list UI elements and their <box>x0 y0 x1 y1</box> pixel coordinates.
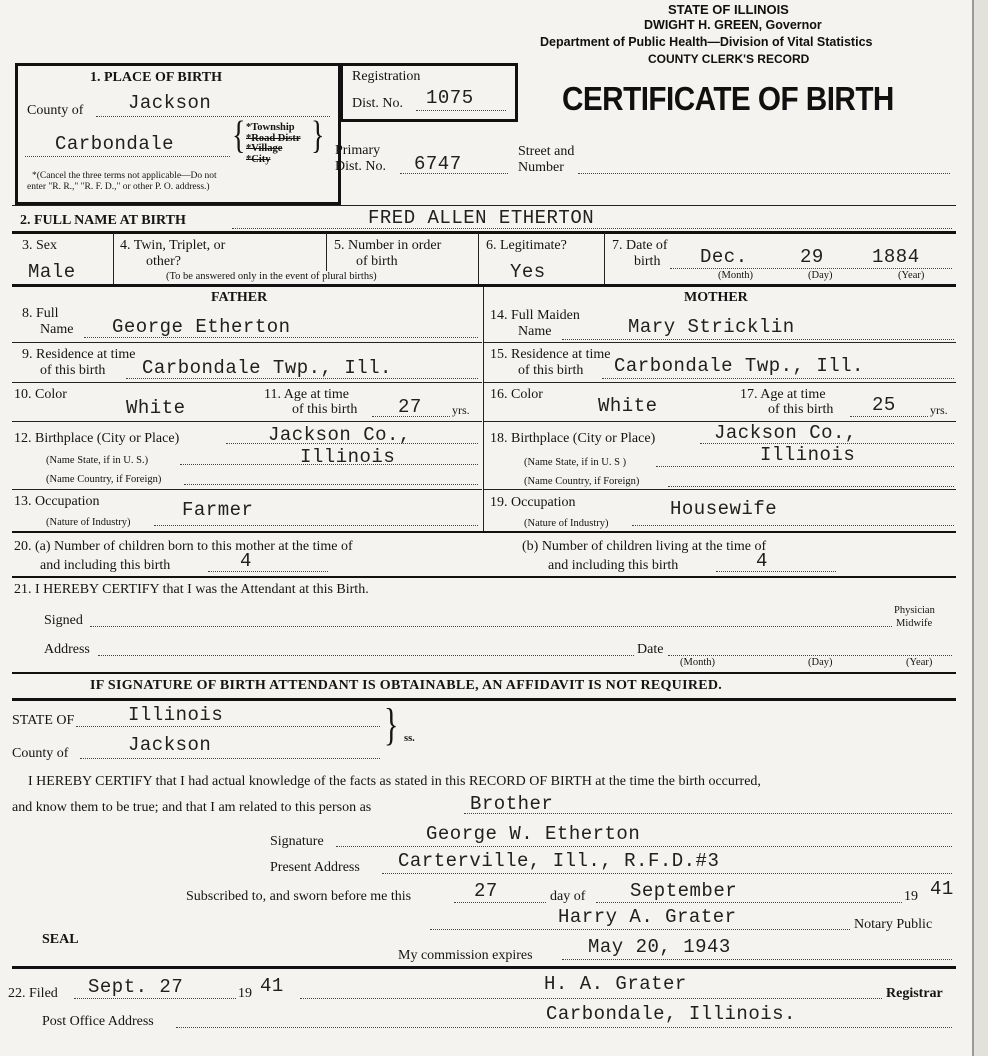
mother-bp-country-caption: (Name Country, if Foreign) <box>524 476 640 487</box>
father-residence: Carbondale Twp., Ill. <box>142 357 392 379</box>
father-birthplace-2: Illinois <box>300 446 396 468</box>
governor-line: DWIGHT H. GREEN, Governor <box>644 18 822 32</box>
children-born-value: 4 <box>240 550 252 572</box>
mother-occupation-label: 19. Occupation <box>490 495 576 510</box>
dob-year-caption: (Year) <box>898 270 925 281</box>
mother-heading: MOTHER <box>684 290 748 305</box>
attendant-year-caption: (Year) <box>906 657 933 668</box>
dob-day-caption: (Day) <box>808 270 833 281</box>
affidavit-state-label: STATE OF <box>12 713 75 728</box>
primary-label: Primary <box>335 143 381 158</box>
primary-number: 6747 <box>414 153 462 175</box>
midwife-label: Midwife <box>896 618 933 629</box>
father-name-label-2: Name <box>40 322 74 337</box>
affidavit-state: Illinois <box>128 704 224 726</box>
mother-name: Mary Stricklin <box>628 316 795 338</box>
attendant-day-caption: (Day) <box>808 657 833 668</box>
affidavit-cert-line-1: I HEREBY CERTIFY that I had actual knowledge of the facts as stated in this RECORD OF BIRTH at the time the birth occurred, <box>28 774 761 789</box>
sworn-year-prefix: 19 <box>904 889 918 904</box>
mother-birthplace-label: 18. Birthplace (City or Place) <box>490 431 656 446</box>
mother-occupation: Housewife <box>670 498 778 520</box>
commission-label: My commission expires <box>398 948 533 963</box>
children-living-label-2: and including this birth <box>548 558 679 573</box>
mother-color: White <box>598 395 658 417</box>
affidavit-cert-line-2: and know them to be true; and that I am related to this person as <box>12 800 372 815</box>
filed-year-prefix: 19 <box>238 986 252 1001</box>
cancel-note-1: *(Cancel the three terms not applicable—Do not <box>32 171 217 181</box>
registration-dist-label: Dist. No. <box>352 96 403 111</box>
mother-name-label: 14. Full Maiden <box>490 308 580 323</box>
registration-number: 1075 <box>426 87 474 109</box>
sex-label: 3. Sex <box>22 238 57 253</box>
filed-date: Sept. 27 <box>88 976 184 998</box>
sworn-month: September <box>630 880 738 902</box>
affidavit-county-label: County of <box>12 746 69 761</box>
father-heading: FATHER <box>211 290 268 305</box>
physician-label: Physician <box>894 605 935 616</box>
state-heading: STATE OF ILLINOIS <box>668 2 789 17</box>
mother-birthplace-2: Illinois <box>760 444 856 466</box>
attendant-date-label: Date <box>637 642 664 657</box>
signature-label: Signature <box>270 834 324 849</box>
document-title: CERTIFICATE OF BIRTH <box>562 80 894 117</box>
father-name-label: 8. Full <box>22 306 59 321</box>
dob-year: 1884 <box>872 246 920 268</box>
day-of-label: day of <box>550 889 586 904</box>
children-born-label: 20. (a) Number of children born to this mother at the time of <box>14 539 353 554</box>
county-value: Jackson <box>128 92 212 114</box>
scan-edge <box>972 0 988 1056</box>
registration-label: Registration <box>352 69 421 84</box>
filed-label: 22. Filed <box>8 986 58 1001</box>
plural-note: (To be answered only in the event of plural births) <box>166 271 377 282</box>
father-name: George Etherton <box>112 316 291 338</box>
father-occupation: Farmer <box>182 499 254 521</box>
registrar-name: H. A. Grater <box>544 973 687 995</box>
sworn-year: 41 <box>930 878 954 900</box>
attendant-certify: 21. I HEREBY CERTIFY that I was the Attendant at this Birth. <box>14 582 369 597</box>
relationship: Brother <box>470 793 554 815</box>
father-residence-label: 9. Residence at time <box>22 347 136 362</box>
dob-birth-label: birth <box>634 254 661 269</box>
mother-industry-caption: (Nature of Industry) <box>524 518 609 529</box>
mother-bp-state-caption: (Name State, if in U. S ) <box>524 457 627 468</box>
notary-name: Harry A. Grater <box>558 906 737 928</box>
mother-residence-label-2: of this birth <box>518 363 584 378</box>
mother-residence-label: 15. Residence at time <box>490 347 611 362</box>
children-living-value: 4 <box>756 550 768 572</box>
father-age-label-2: of this birth <box>292 402 358 417</box>
ss-mark: ss. <box>404 733 415 744</box>
affiant-address: Carterville, Ill., R.F.D.#3 <box>398 850 720 872</box>
sworn-day: 27 <box>474 880 498 902</box>
number-label: Number <box>518 160 564 175</box>
legitimate-value: Yes <box>510 261 546 283</box>
post-office-address: Carbondale, Illinois. <box>546 1003 796 1025</box>
twin-label: 4. Twin, Triplet, or <box>120 238 226 253</box>
father-color: White <box>126 397 186 419</box>
dob-label: 7. Date of <box>612 238 668 253</box>
affiant-signature: George W. Etherton <box>426 823 641 845</box>
dob-day: 29 <box>800 246 824 268</box>
child-name: FRED ALLEN ETHERTON <box>368 207 595 229</box>
affidavit-notice: IF SIGNATURE OF BIRTH ATTENDANT IS OBTAINABLE, AN AFFIDAVIT IS NOT REQUIRED. <box>90 678 723 693</box>
full-name-label: 2. FULL NAME AT BIRTH <box>20 213 186 228</box>
father-color-label: 10. Color <box>14 387 67 402</box>
father-birthplace-label: 12. Birthplace (City or Place) <box>14 431 180 446</box>
place-heading: 1. PLACE OF BIRTH <box>90 70 223 85</box>
department-line: Department of Public Health—Division of Vital Statistics <box>540 35 873 49</box>
filed-year: 41 <box>260 975 284 997</box>
legitimate-label: 6. Legitimate? <box>486 238 567 253</box>
affidavit-county: Jackson <box>128 734 212 756</box>
mother-name-label-2: Name <box>518 324 552 339</box>
father-residence-label-2: of this birth <box>40 363 106 378</box>
county-label: County of <box>27 103 84 118</box>
sex-value: Male <box>28 261 76 283</box>
sworn-label: Subscribed to, and sworn before me this <box>186 889 412 904</box>
mother-birthplace-1: Jackson Co., <box>714 422 857 444</box>
dob-month-caption: (Month) <box>718 270 753 281</box>
father-bp-country-caption: (Name Country, if Foreign) <box>46 474 162 485</box>
mother-color-label: 16. Color <box>490 387 543 402</box>
father-age: 27 <box>398 396 422 418</box>
father-yrs: yrs. <box>452 403 470 417</box>
township-options: *Township *Road Distr *Village *City <box>246 122 301 165</box>
children-living-label: (b) Number of children living at the time of <box>522 539 767 554</box>
street-label: Street and <box>518 144 575 159</box>
commission-expires: May 20, 1943 <box>588 936 731 958</box>
mother-age-label: 17. Age at time <box>740 387 826 402</box>
father-industry-caption: (Nature of Industry) <box>46 517 131 528</box>
twin-other-label: other? <box>146 254 181 269</box>
notary-public-label: Notary Public <box>854 917 933 932</box>
post-office-label: Post Office Address <box>42 1014 154 1029</box>
signed-label: Signed <box>44 613 83 628</box>
mother-yrs: yrs. <box>930 403 948 417</box>
mother-residence: Carbondale Twp., Ill. <box>614 355 864 377</box>
attendant-address-label: Address <box>44 642 90 657</box>
mother-age: 25 <box>872 394 896 416</box>
registrar-label: Registrar <box>886 986 943 1001</box>
seal-label: SEAL <box>42 932 79 947</box>
order-label: 5. Number in order <box>334 238 442 253</box>
present-address-label: Present Address <box>270 860 360 875</box>
order-of-birth-label: of birth <box>356 254 398 269</box>
cancel-note-2: enter "R. R.," "R. F. D.," or other P. O. address.) <box>27 182 210 192</box>
dob-month: Dec. <box>700 246 748 268</box>
children-born-label-2: and including this birth <box>40 558 171 573</box>
birth-certificate-page: STATE OF ILLINOIS DWIGHT H. GREEN, Governor Department of Public Health—Division of Vital Statistics COUNTY CLERK'S RECORD CERTIFICATE OF BIRTH 1. PLACE OF BIRTH County of Jackson Carbondale { *Township *Road Distr *Village *City } *(Cancel the three terms not applicable—Do not enter "R. R.," "R. F. D.," or other P. O. address.) Registration Dist. No. 1075 Primary Dist. No. 6747 Street and Number 2. FULL NAME AT BIRTH FRED ALLEN ETHERTON 3. Sex Male 4. Twin, Triplet, or other? 5. Number in order of birth (To be answered only in the event of plural births) 6. Legitimate? Yes 7. Date of birth Dec. 29 1884 (Month) (Day) (Year) FATHER MOTHER 8. Full Name George Etherton 9. Residence at time of this birth Carbondale Twp., Ill. 10. Color White 11. Age at time of this birth 27 yrs. 12. Birthplace (City or Place) (Name State, if in U. S.) (Name Country, if Foreign) Jackson Co., Illinois 13. Occupation (Nature of Industry) Farmer 14. Full Maiden Name Mary Stricklin 15. Residence at time of this birth Carbondale Twp., Ill. 16. Color White 17. Age at time of this birth 25 yrs. 18. Birthplace (City or Place) (Name State, if in U. S ) (Name Country, if Foreign) Jackson Co., Illinois 19. Occupation (Nature of Industry) Housewife 20. (a) Number of children born to this mother at the time of and including this birth 4 (b) Number of children living at the time of and including this birth 4 21. I HEREBY CERTIFY that I was the Attendant at this Birth. Signed Physician Midwife Address Date (Month) (Day) (Year) IF SIGNATURE OF BIRTH ATTENDANT IS OBTAINABLE, AN AFFIDAVIT IS NOT REQUIRED. STATE OF Illinois County of Jackson } ss. I HEREBY CERTIFY that I had actual knowledge of the facts as stated in this RECORD OF BIRTH at the time the birth occurred, and know them to be true; and that I am related to this person as Brother Signature George W. Etherton Present Address Carterville, Ill., R.F.D.#3 Subscribed to, and sworn before me this 27 day of September 19 41 Harry A. Grater Notary Public SEAL My commission expires May 20, 1943 22. Filed Sept. 27 19 41 H. A. Grater Registrar Post Office Address Carbondale, Illinois. <box>0 0 988 1056</box>
primary-dist-label: Dist. No. <box>335 159 386 174</box>
father-occupation-label: 13. Occupation <box>14 494 100 509</box>
father-age-label: 11. Age at time <box>264 387 350 402</box>
father-birthplace-1: Jackson Co., <box>268 424 411 446</box>
record-type: COUNTY CLERK'S RECORD <box>648 52 810 66</box>
mother-age-label-2: of this birth <box>768 402 834 417</box>
attendant-month-caption: (Month) <box>680 657 715 668</box>
father-bp-state-caption: (Name State, if in U. S.) <box>46 455 149 466</box>
township-value: Carbondale <box>55 133 175 155</box>
